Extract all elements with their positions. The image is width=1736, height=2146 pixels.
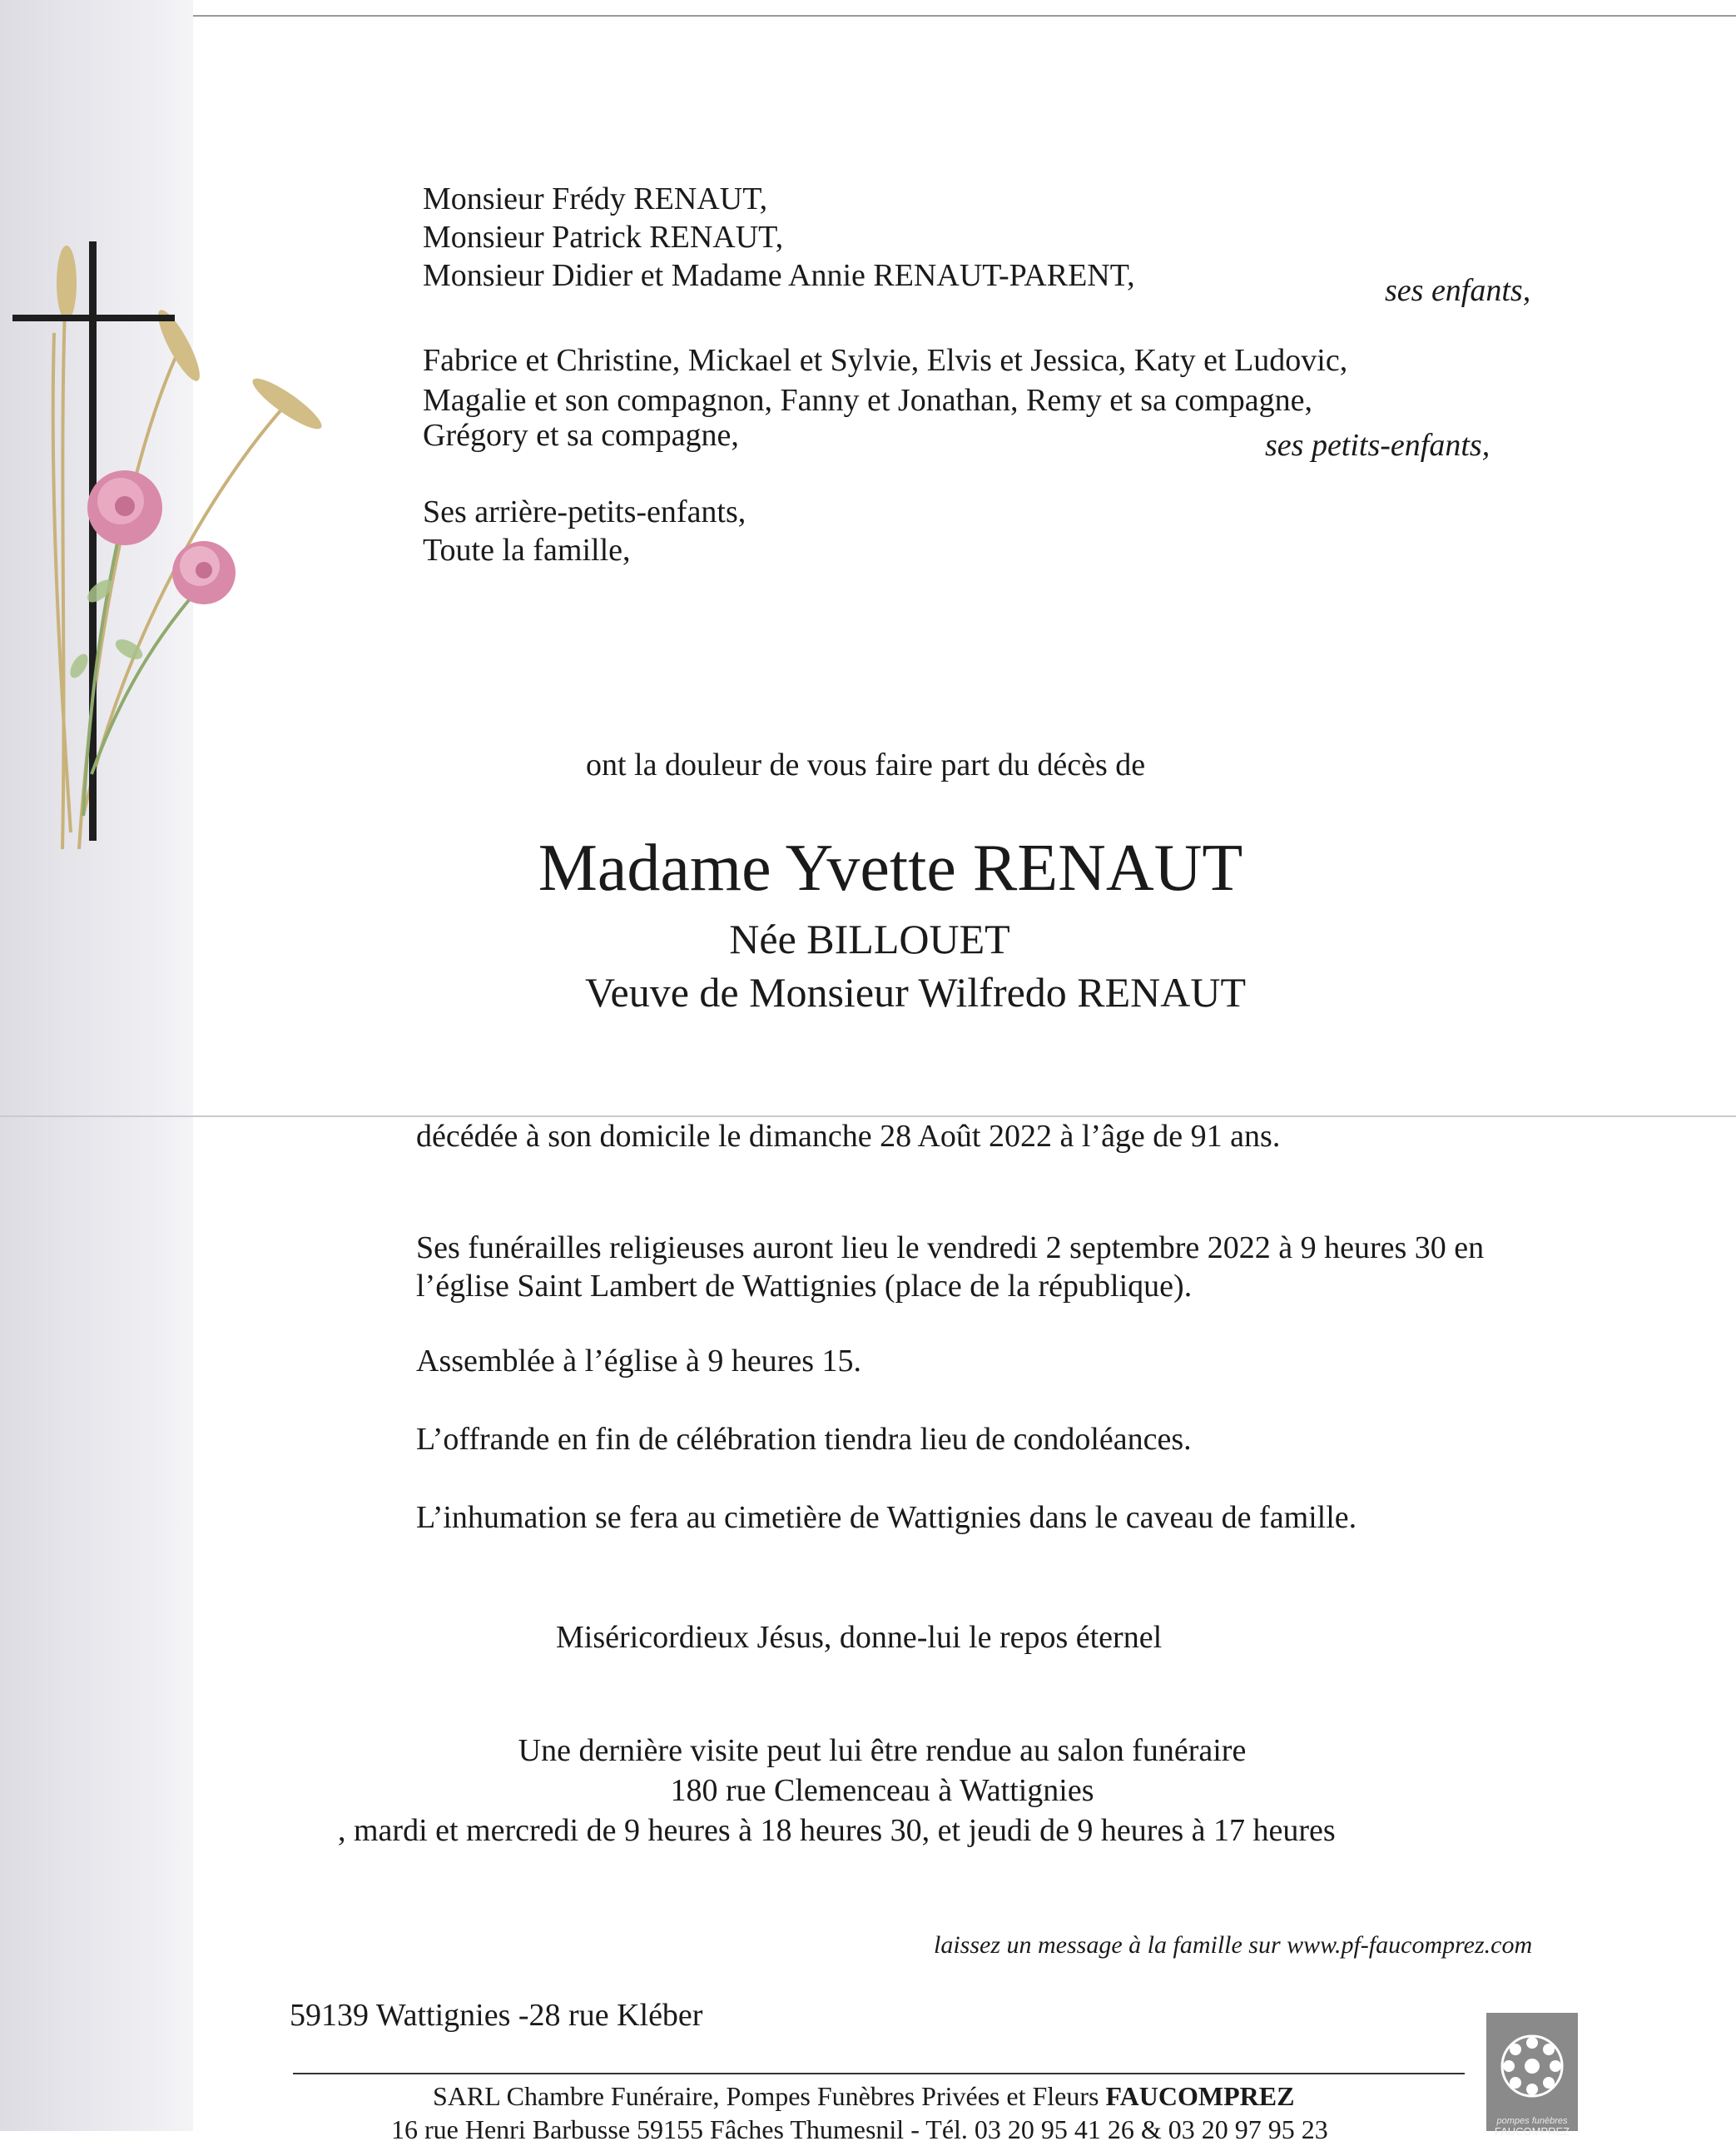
death-line: décédée à son domicile le dimanche 28 Août 2022 à l’âge de 91 ans. <box>416 1119 1281 1154</box>
maiden-name: Née BILLOUET <box>729 916 1010 962</box>
prayer-line: Miséricordieux Jésus, donne-lui le repos éternel <box>556 1620 1163 1655</box>
cross-horizontal <box>12 315 175 321</box>
rose-flower-lower <box>172 541 236 604</box>
grandchildren-line-3: Grégory et sa compagne, <box>423 418 739 453</box>
whole-family-line: Toute la famille, <box>423 533 631 568</box>
top-edge-line <box>193 15 1736 17</box>
great-grandchildren-line: Ses arrière-petits-enfants, <box>423 494 746 529</box>
visit-line-2: 180 rue Clemenceau à Wattignies <box>670 1773 1094 1808</box>
funeral-line-2: l’église Saint Lambert de Wattignies (place de la république). <box>416 1269 1193 1304</box>
burial-line: L’inhumation se fera au cimetière de Wattignies dans le caveau de famille. <box>416 1500 1357 1535</box>
company-address: 16 rue Henri Barbusse 59155 Fâches Thumesnil - Tél. 03 20 95 41 26 & 03 20 97 95 23 <box>391 2114 1328 2144</box>
family-address: 59139 Wattignies -28 rue Kléber <box>290 1998 703 2033</box>
child-line-2: Monsieur Patrick RENAUT, <box>423 220 784 255</box>
grandchildren-line-2: Magalie et son compagnon, Fanny et Jonathan, Remy et sa compagne, <box>423 383 1313 418</box>
deceased-name: Madame Yvette RENAUT <box>538 832 1243 905</box>
funeral-line-1: Ses funérailles religieuses auront lieu le vendredi 2 septembre 2022 à 9 heures 30 en <box>416 1230 1485 1265</box>
offering-line: L’offrande en fin de célébration tiendra lieu de condoléances. <box>416 1422 1192 1457</box>
grandchildren-line-1: Fabrice et Christine, Mickael et Sylvie, Elvis et Jessica, Katy et Ludovic, <box>423 343 1348 378</box>
child-line-1: Monsieur Frédy RENAUT, <box>423 181 768 216</box>
company-name: FAUCOMPREZ <box>1105 2081 1295 2111</box>
website-message: laissez un message à la famille sur www.pf-faucomprez.com <box>934 1931 1533 1959</box>
visit-line-1: Une dernière visite peut lui être rendue au salon funéraire <box>518 1733 1247 1768</box>
flower-logo-icon <box>1486 2024 1578 2116</box>
visit-line-3: , mardi et mercredi de 9 heures à 18 heures 30, et jeudi de 9 heures à 17 heures <box>338 1813 1336 1848</box>
logo-name: FAUCOMPREZ <box>1494 2125 1570 2138</box>
company-logo <box>1486 2013 1578 2138</box>
children-label: ses enfants, <box>1385 273 1531 308</box>
widow-of-line: Veuve de Monsieur Wilfredo RENAUT <box>584 969 1247 1016</box>
rose-flower-upper <box>87 470 162 545</box>
wheat-heads <box>57 246 327 436</box>
logo-caption: pompes funèbres <box>1496 2116 1568 2126</box>
announcement-intro: ont la douleur de vous faire part du décès de <box>586 748 1146 782</box>
child-line-3: Monsieur Didier et Madame Annie RENAUT-PARENT, <box>423 258 1135 293</box>
grandchildren-label: ses petits-enfants, <box>1265 428 1490 463</box>
cross-with-roses-illustration <box>0 233 350 849</box>
assembly-line: Assemblée à l’église à 9 heures 15. <box>416 1344 861 1379</box>
footer-divider <box>293 2073 1465 2074</box>
company-line <box>433 2079 1294 2113</box>
cross-vertical <box>89 241 97 841</box>
company-prefix: SARL Chambre Funéraire, Pompes Funèbres Privées et Fleurs <box>433 2081 1099 2111</box>
